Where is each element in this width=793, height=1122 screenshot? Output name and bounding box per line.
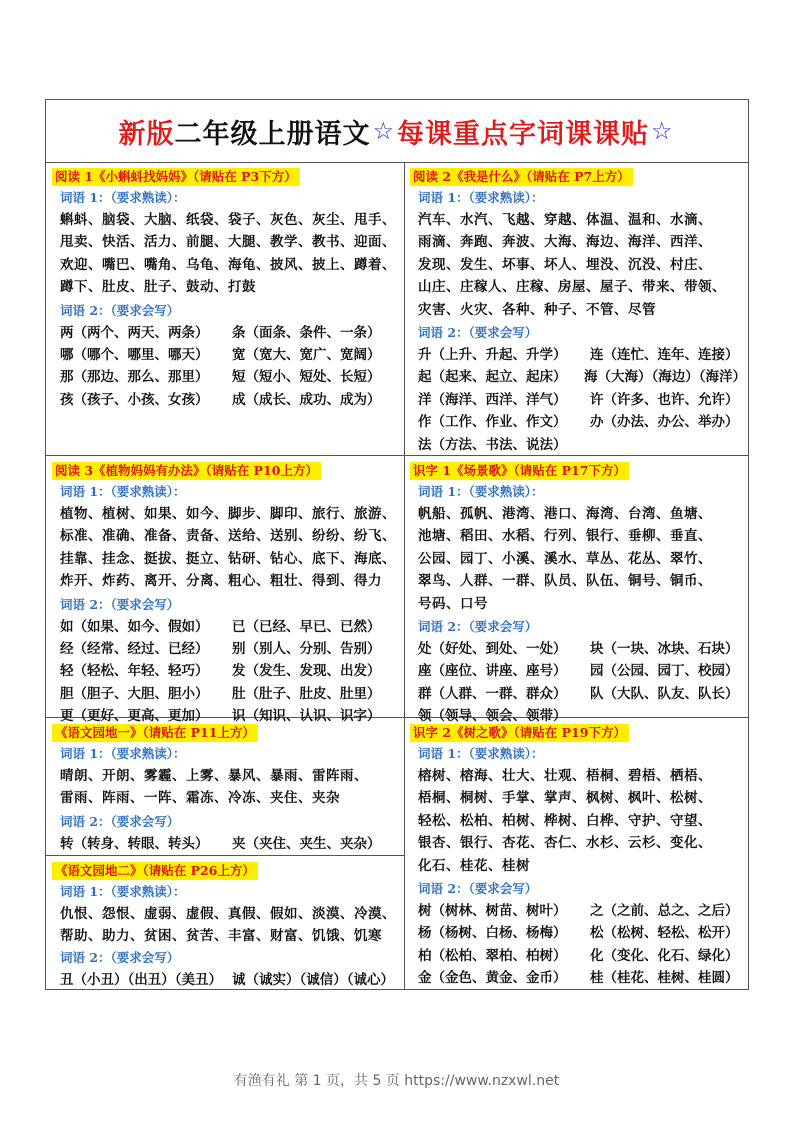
word-group: 哪（哪个、哪里、哪天） — [60, 347, 209, 364]
section-lesson-3 — [52, 460, 400, 728]
vocab-line: 发现、发生、坏事、坏人、埋没、沉没、村庄、 — [418, 256, 712, 273]
word-row — [418, 922, 746, 944]
vocab-line: 雷雨、阵雨、一阵、霜冻、冷冻、夹住、夹杂 — [60, 790, 340, 807]
word-row — [60, 616, 400, 638]
vocab-line: 甩卖、快活、活力、前腿、大腿、教学、教书、迎面、 — [60, 234, 396, 251]
section-lesson-1 — [52, 166, 400, 411]
vocab-write-list — [418, 344, 746, 456]
word-group: 那（那边、那么、那里） — [60, 369, 209, 386]
word-row — [418, 945, 746, 967]
vocab-line: 榕树、榕海、壮大、壮观、梧桐、碧梧、栖梧、 — [418, 768, 712, 784]
word-group: 块（一块、冰块、石块） — [590, 641, 739, 658]
vocab-write-label: 词语 2：（要求会写） — [60, 302, 180, 318]
word-group: 领（领导、领会、领带） — [418, 708, 567, 725]
vocab-line: 山庄、庄稼人、庄稼、房屋、屋子、带来、带领、 — [418, 279, 726, 296]
vocab-line: 蹲下、肚皮、肚子、鼓动、打鼓 — [60, 279, 256, 296]
vocab-write-list — [418, 638, 746, 728]
word-row — [60, 389, 400, 411]
vocab-line: 植物、植树、如果、如今、脚步、脚印、旅行、旅游、 — [60, 506, 396, 522]
word-group: 更（更好、更高、更加） — [60, 708, 209, 725]
title-part2: 二年级上册语文 — [174, 118, 371, 150]
vocab-read-list — [60, 765, 400, 810]
column-divider — [404, 162, 405, 990]
word-group: 发（发生、发现、出发） — [232, 663, 381, 680]
section-title: 《语文园地二》（请贴在 P26上方） — [52, 862, 258, 880]
word-row — [60, 833, 400, 855]
vocab-line: 翠鸟、人群、一群、队员、队伍、铜号、铜币、 — [418, 573, 712, 590]
word-group: 孩（孩子、小孩、女孩） — [60, 391, 209, 408]
word-group: 别（别人、分别、告别） — [232, 641, 381, 658]
page-footer: 有渔有礼 第 1 页，共 5 页 https://www.nzxwl.net — [233, 1073, 560, 1089]
word-row — [60, 638, 400, 660]
vocab-read-label: 词语 1：（要求熟读）： — [418, 484, 544, 499]
vocab-write-label: 词语 2：（要求会写） — [60, 596, 180, 612]
word-group: 金（金色、黄金、金币） — [418, 970, 567, 987]
word-row — [60, 683, 400, 705]
vocab-write-label: 词语 2：（要求会写） — [418, 619, 538, 635]
word-row — [418, 389, 746, 411]
word-group: 座（座位、讲座、座号） — [418, 663, 567, 680]
title-part1: 新版 — [118, 118, 175, 150]
vocab-line: 挂靠、挂念、挺拔、挺立、钻研、钻心、底下、海底、 — [60, 550, 396, 567]
word-group: 轻（轻松、年轻、轻巧） — [60, 663, 209, 680]
section-title: 《语文园地一》（请贴在 P11上方） — [52, 724, 258, 742]
vocab-line: 号码、口号 — [418, 595, 488, 612]
word-row — [60, 969, 400, 991]
page-title — [46, 100, 748, 163]
vocab-read-list — [60, 503, 400, 593]
word-group: 海（大海）（海边）（海洋） — [584, 369, 746, 386]
vocab-read-label: 词语 1：（要求熟读）： — [60, 484, 186, 499]
word-group: 宽（宽大、宽广、宽阔） — [232, 347, 381, 364]
word-group: 转（转身、转眼、转头） — [60, 835, 209, 852]
word-row — [418, 683, 746, 705]
vocab-line: 公园、园丁、小溪、溪水、草丛、花丛、翠竹、 — [418, 550, 712, 567]
vocab-write-label: 词语 2：（要求会写） — [418, 325, 538, 341]
word-row — [418, 411, 746, 433]
word-group: 如（如果、如今、假如） — [60, 618, 209, 635]
vocab-line: 汽车、水汽、飞越、穿越、体温、温和、水滴、 — [418, 212, 712, 228]
word-group: 经（经常、经过、已经） — [60, 641, 209, 658]
vocab-line: 标准、准确、准备、责备、送给、送别、纷纷、纷飞、 — [60, 528, 396, 545]
word-group: 作（工作、作业、作文） — [418, 414, 567, 431]
word-group: 园（公园、园丁、校园） — [590, 663, 739, 680]
word-group: 法（方法、书法、说法） — [418, 436, 567, 453]
star-icon: ☆ — [372, 117, 395, 145]
word-group: 队（大队、队友、队长） — [590, 685, 739, 702]
worksheet — [45, 99, 749, 990]
vocab-read-label: 词语 1：（要求熟读）： — [60, 746, 186, 761]
vocab-read-list — [418, 765, 746, 877]
word-group: 两（两个、两天、两条） — [60, 324, 209, 341]
vocab-write-list — [60, 833, 400, 855]
vocab-line: 帮助、助力、贫困、贫苦、丰富、财富、饥饿、饥寒 — [60, 928, 382, 945]
vocab-write-label: 词语 2：（要求会写） — [418, 881, 538, 897]
vocab-line: 化石、桂花、桂树 — [418, 857, 530, 874]
vocab-line: 银杏、银行、杏花、杏仁、水杉、云杉、变化、 — [418, 835, 712, 852]
section-garden-2 — [52, 860, 400, 991]
word-group: 群（人群、一群、群众） — [418, 685, 567, 702]
word-group: 连（连忙、连年、连接） — [590, 347, 739, 364]
vocab-line: 灾害、火灾、各种、种子、不管、尽管 — [418, 301, 656, 318]
section-title: 识字 1《场景歌》（请贴在 P17下方） — [410, 462, 629, 480]
vocab-write-label: 词语 2：（要求会写） — [60, 813, 180, 829]
vocab-read-label: 词语 1：（要求熟读）： — [418, 746, 544, 761]
word-row — [418, 344, 746, 366]
section-garden-1 — [52, 722, 400, 855]
section-lesson-2 — [410, 166, 746, 456]
word-row — [60, 344, 400, 366]
vocab-line: 晴朗、开朗、雾霾、上雾、暴风、暴雨、雷阵雨、 — [60, 768, 368, 784]
section-title: 阅读 2《我是什么》（请贴在 P7上方） — [410, 168, 633, 186]
vocab-write-list — [418, 900, 746, 990]
word-group: 办（办法、办公、举办） — [590, 414, 739, 431]
word-group: 诚（诚实）（诚信）（诚心） — [232, 971, 394, 988]
vocab-read-label: 词语 1：（要求熟读）： — [418, 190, 544, 205]
vocab-write-list — [60, 969, 400, 991]
vocab-write-label: 词语 2：（要求会写） — [60, 949, 180, 965]
word-row — [418, 638, 746, 660]
vocab-line: 仇恨、怨恨、虚弱、虚假、真假、假如、淡漠、冷漠、 — [60, 906, 396, 922]
word-row — [418, 967, 746, 989]
word-group: 升（上升、升起、升学） — [418, 347, 567, 364]
word-group: 之（之前、总之、之后） — [590, 903, 739, 920]
vocab-read-list — [60, 903, 400, 948]
vocab-read-list — [418, 209, 746, 321]
word-group: 处（好处、到处、一处） — [418, 641, 567, 658]
vocab-write-list — [60, 322, 400, 412]
section-literacy-2 — [410, 722, 746, 990]
title-part3: 每课重点字词课课贴 — [397, 118, 649, 150]
vocab-line: 蝌蚪、脑袋、大脑、纸袋、袋子、灰色、灰尘、甩手、 — [60, 212, 396, 228]
vocab-read-list — [60, 209, 400, 299]
vocab-read-label: 词语 1：（要求熟读）： — [60, 884, 186, 899]
word-row — [418, 366, 746, 388]
section-title: 阅读 3《植物妈妈有办法》（请贴在 P10上方） — [52, 462, 321, 480]
section-literacy-1 — [410, 460, 746, 728]
word-group: 松（松树、轻松、松开） — [590, 925, 739, 942]
section-title: 阅读 1《小蝌蚪找妈妈》（请贴在 P3下方） — [52, 168, 300, 186]
vocab-line: 雨滴、奔跑、奔波、大海、海边、海洋、西洋、 — [418, 234, 712, 251]
word-row — [60, 322, 400, 344]
vocab-line: 池塘、稻田、水稻、行列、银行、垂柳、垂直、 — [418, 528, 712, 545]
word-group: 桂（桂花、桂树、桂圆） — [590, 970, 739, 987]
vocab-line: 炸开、炸药、离开、分离、粗心、粗壮、得到、得力 — [60, 573, 382, 590]
word-group: 洋（海洋、西洋、洋气） — [418, 391, 567, 408]
word-group: 胆（胆子、大胆、胆小） — [60, 685, 209, 702]
vocab-read-list — [418, 503, 746, 615]
vocab-line: 帆船、孤帆、港湾、港口、海湾、台湾、鱼塘、 — [418, 506, 712, 522]
word-row — [418, 900, 746, 922]
word-group: 成（成长、成功、成为） — [232, 391, 381, 408]
word-group: 夹（夹住、夹生、夹杂） — [232, 835, 381, 852]
word-group: 短（短小、短处、长短） — [232, 369, 381, 386]
vocab-read-label: 词语 1：（要求熟读）： — [60, 190, 186, 205]
word-group: 肚（肚子、肚皮、肚里） — [232, 685, 381, 702]
word-row — [418, 434, 746, 456]
word-group: 起（起来、起立、起床） — [418, 369, 567, 386]
word-row — [60, 366, 400, 388]
vocab-write-list — [60, 616, 400, 728]
word-row — [418, 660, 746, 682]
vocab-line: 梧桐、桐树、手掌、掌声、枫树、枫叶、松树、 — [418, 790, 712, 807]
word-group: 化（变化、化石、绿化） — [590, 947, 739, 964]
word-group: 许（许多、也许、允许） — [590, 391, 739, 408]
word-group: 树（树林、树苗、树叶） — [418, 903, 567, 920]
word-row — [60, 660, 400, 682]
word-group: 柏（松柏、翠柏、柏树） — [418, 947, 567, 964]
word-group: 丑（小丑）（出丑）（美丑） — [60, 971, 222, 988]
word-group: 杨（杨树、白杨、杨梅） — [418, 925, 567, 942]
vocab-line: 欢迎、嘴巴、嘴角、乌龟、海龟、披风、披上、蹲着、 — [60, 256, 396, 273]
star-icon: ☆ — [651, 117, 674, 145]
word-group: 识（知识、认识、识字） — [232, 708, 381, 725]
vocab-line: 轻松、松柏、柏树、桦树、白桦、守护、守望、 — [418, 812, 712, 829]
word-group: 已（已经、早已、已然） — [232, 618, 381, 635]
word-group: 条（面条、条件、一条） — [232, 324, 381, 341]
section-title: 识字 2《树之歌》（请贴在 P19下方） — [410, 724, 629, 742]
